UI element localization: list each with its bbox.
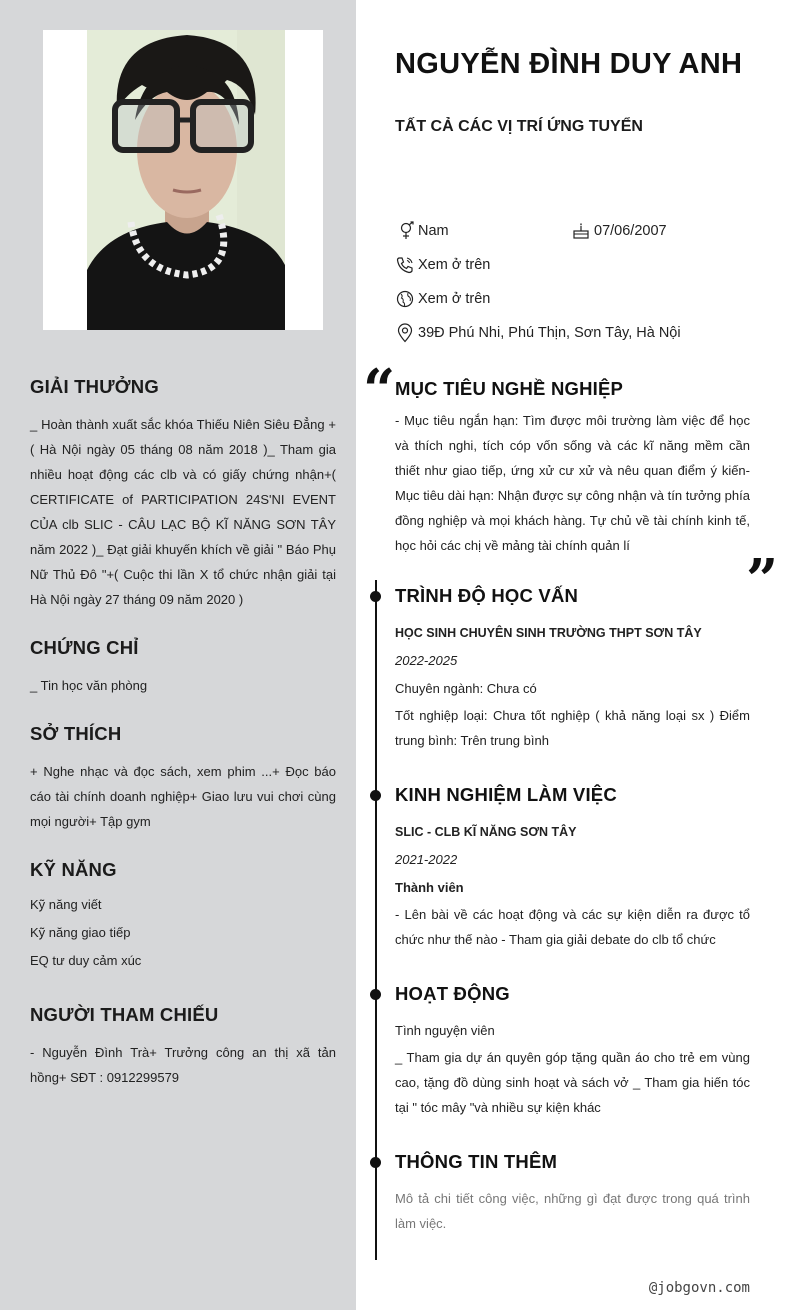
objective-section <box>395 378 750 558</box>
left-column <box>0 0 356 1310</box>
website-value: Xem ở trên <box>418 291 491 307</box>
awards-title: GIẢI THƯỞNG <box>30 376 159 397</box>
globe-icon <box>395 289 415 309</box>
education-period: 2022-2025 <box>395 653 458 668</box>
experience-title: KINH NGHIỆM LÀM VIỆC <box>395 784 617 805</box>
activities-section <box>395 983 750 1120</box>
gender-icon <box>395 221 415 241</box>
awards-section <box>30 376 336 612</box>
experience-period: 2021-2022 <box>395 852 458 867</box>
experience-section <box>395 784 750 952</box>
gender-value: Nam <box>418 223 449 239</box>
footer-watermark: @jobgovn.com <box>648 1280 750 1296</box>
phone-value: Xem ở trên <box>418 257 491 273</box>
website-info <box>395 289 490 309</box>
applied-position: TẤT CẢ CÁC VỊ TRÍ ỨNG TUYỂN <box>395 118 643 135</box>
certificates-text: _ Tin học văn phòng <box>30 678 148 693</box>
education-graduation: Tốt nghiệp loại: Chưa tốt nghiệp ( khả năng loại sx ) Điểm trung bình: Trên trung bình <box>395 708 750 748</box>
activities-role: Tình nguyện viên <box>395 1023 495 1038</box>
skills-section <box>30 859 336 975</box>
additional-title: THÔNG TIN THÊM <box>395 1151 558 1172</box>
gender-info <box>395 221 449 241</box>
certificates-title: CHỨNG CHỈ <box>30 637 139 658</box>
additional-section <box>395 1151 750 1236</box>
skill-item: Kỹ năng giao tiếp <box>30 925 131 940</box>
profile-photo <box>87 30 285 330</box>
address-value: 39Đ Phú Nhi, Phú Thịn, Sơn Tây, Hà Nội <box>418 325 681 341</box>
certificates-section <box>30 637 336 698</box>
experience-desc: - Lên bài về các hoạt động và các sự kiện diễn ra được tổ chức như thế nào - Tham gia giải debate do clb tổ chức <box>395 907 750 947</box>
hobbies-text: + Nghe nhạc và đọc sách, xem phim ...+ Đọc báo cáo tài chính doanh nghiệp+ Giao lưu vui chơi cùng mọi người+ Tập gym <box>30 764 336 829</box>
candidate-name: NGUYỄN ĐÌNH DUY ANH <box>395 48 743 80</box>
address-info <box>395 323 681 343</box>
profile-photo-frame <box>43 30 323 330</box>
education-major: Chuyên ngành: Chưa có <box>395 681 537 696</box>
skill-item: EQ tư duy cảm xúc <box>30 953 142 968</box>
references-text: - Nguyễn Đình Trà+ Trưởng công an thị xã tản hồng+ SĐT : 0912299579 <box>30 1045 336 1085</box>
timeline-dot <box>370 790 381 801</box>
objective-text: - Mục tiêu ngắn hạn: Tìm được môi trường làm việc để học và thích nghi, tích cóp vốn sống và các kĩ năng mềm cần thiết như giao tiếp, ứng xử cư xử và nêu quan điểm ý kiến- Mục tiêu dài hạn: Nhận được sự công nhận và tín tưởng phía đồng nghiệp và mọi khách hàng. Tự chủ về tài chính kinh tế, học hỏi các chị về mảng tài chính quản lí <box>395 413 750 553</box>
birthdate-value: 07/06/2007 <box>594 223 667 239</box>
location-pin-icon <box>395 323 415 343</box>
right-column <box>356 0 790 1310</box>
timeline-dot <box>370 1157 381 1168</box>
experience-org: SLIC - CLB KĨ NĂNG SƠN TÂY <box>395 825 577 839</box>
skills-title: KỸ NĂNG <box>30 859 117 880</box>
phone-icon <box>395 255 415 275</box>
education-section <box>395 585 750 753</box>
activities-title: HOẠT ĐỘNG <box>395 983 510 1004</box>
experience-role: Thành viên <box>395 880 464 895</box>
references-section <box>30 1004 336 1090</box>
education-school: HỌC SINH CHUYÊN SINH TRƯỜNG THPT SƠN TÂY <box>395 626 702 640</box>
cake-icon <box>571 221 591 241</box>
skill-item: Kỹ năng viết <box>30 897 102 912</box>
activities-desc: _ Tham gia dự án quyên góp tặng quần áo cho trẻ em vùng cao, tặng đồ dùng sinh hoạt và sách vở _ Tham gia hiến tóc tại " tóc mây "và nhiều sự kiện khác <box>395 1050 750 1115</box>
birthdate-info <box>571 221 667 241</box>
timeline-dot <box>370 591 381 602</box>
hobbies-title: SỞ THÍCH <box>30 723 122 744</box>
education-title: TRÌNH ĐỘ HỌC VẤN <box>395 585 579 606</box>
additional-text: Mô tả chi tiết công việc, những gì đạt được trong quá trình làm việc. <box>395 1191 750 1231</box>
hobbies-section <box>30 723 336 834</box>
close-quote-icon: ” <box>746 547 779 613</box>
phone-info <box>395 255 490 275</box>
references-title: NGƯỜI THAM CHIẾU <box>30 1004 219 1025</box>
objective-title: MỤC TIÊU NGHỀ NGHIỆP <box>395 378 624 399</box>
awards-text: _ Hoàn thành xuất sắc khóa Thiếu Niên Siêu Đẳng + ( Hà Nội ngày 05 tháng 08 năm 2018 )_ Tham gia nhiều hoạt động các clb và có giấy chứng nhận+( CERTIFICATE of PARTICIPATION 24S'NI EVENT CỦA clb SLIC - CÂU LẠC BỘ KĨ NĂNG SƠN TÂY năm 2022 )_ Đạt giải khuyến khích về giải " Báo Phụ Nữ Thủ Đô "+( Cuộc thi lần X tổ chức nhận giải tại Hà Nội ngày 27 tháng 09 năm 2020 ) <box>30 417 336 607</box>
timeline-dot <box>370 989 381 1000</box>
open-quote-icon: “ <box>363 357 396 423</box>
